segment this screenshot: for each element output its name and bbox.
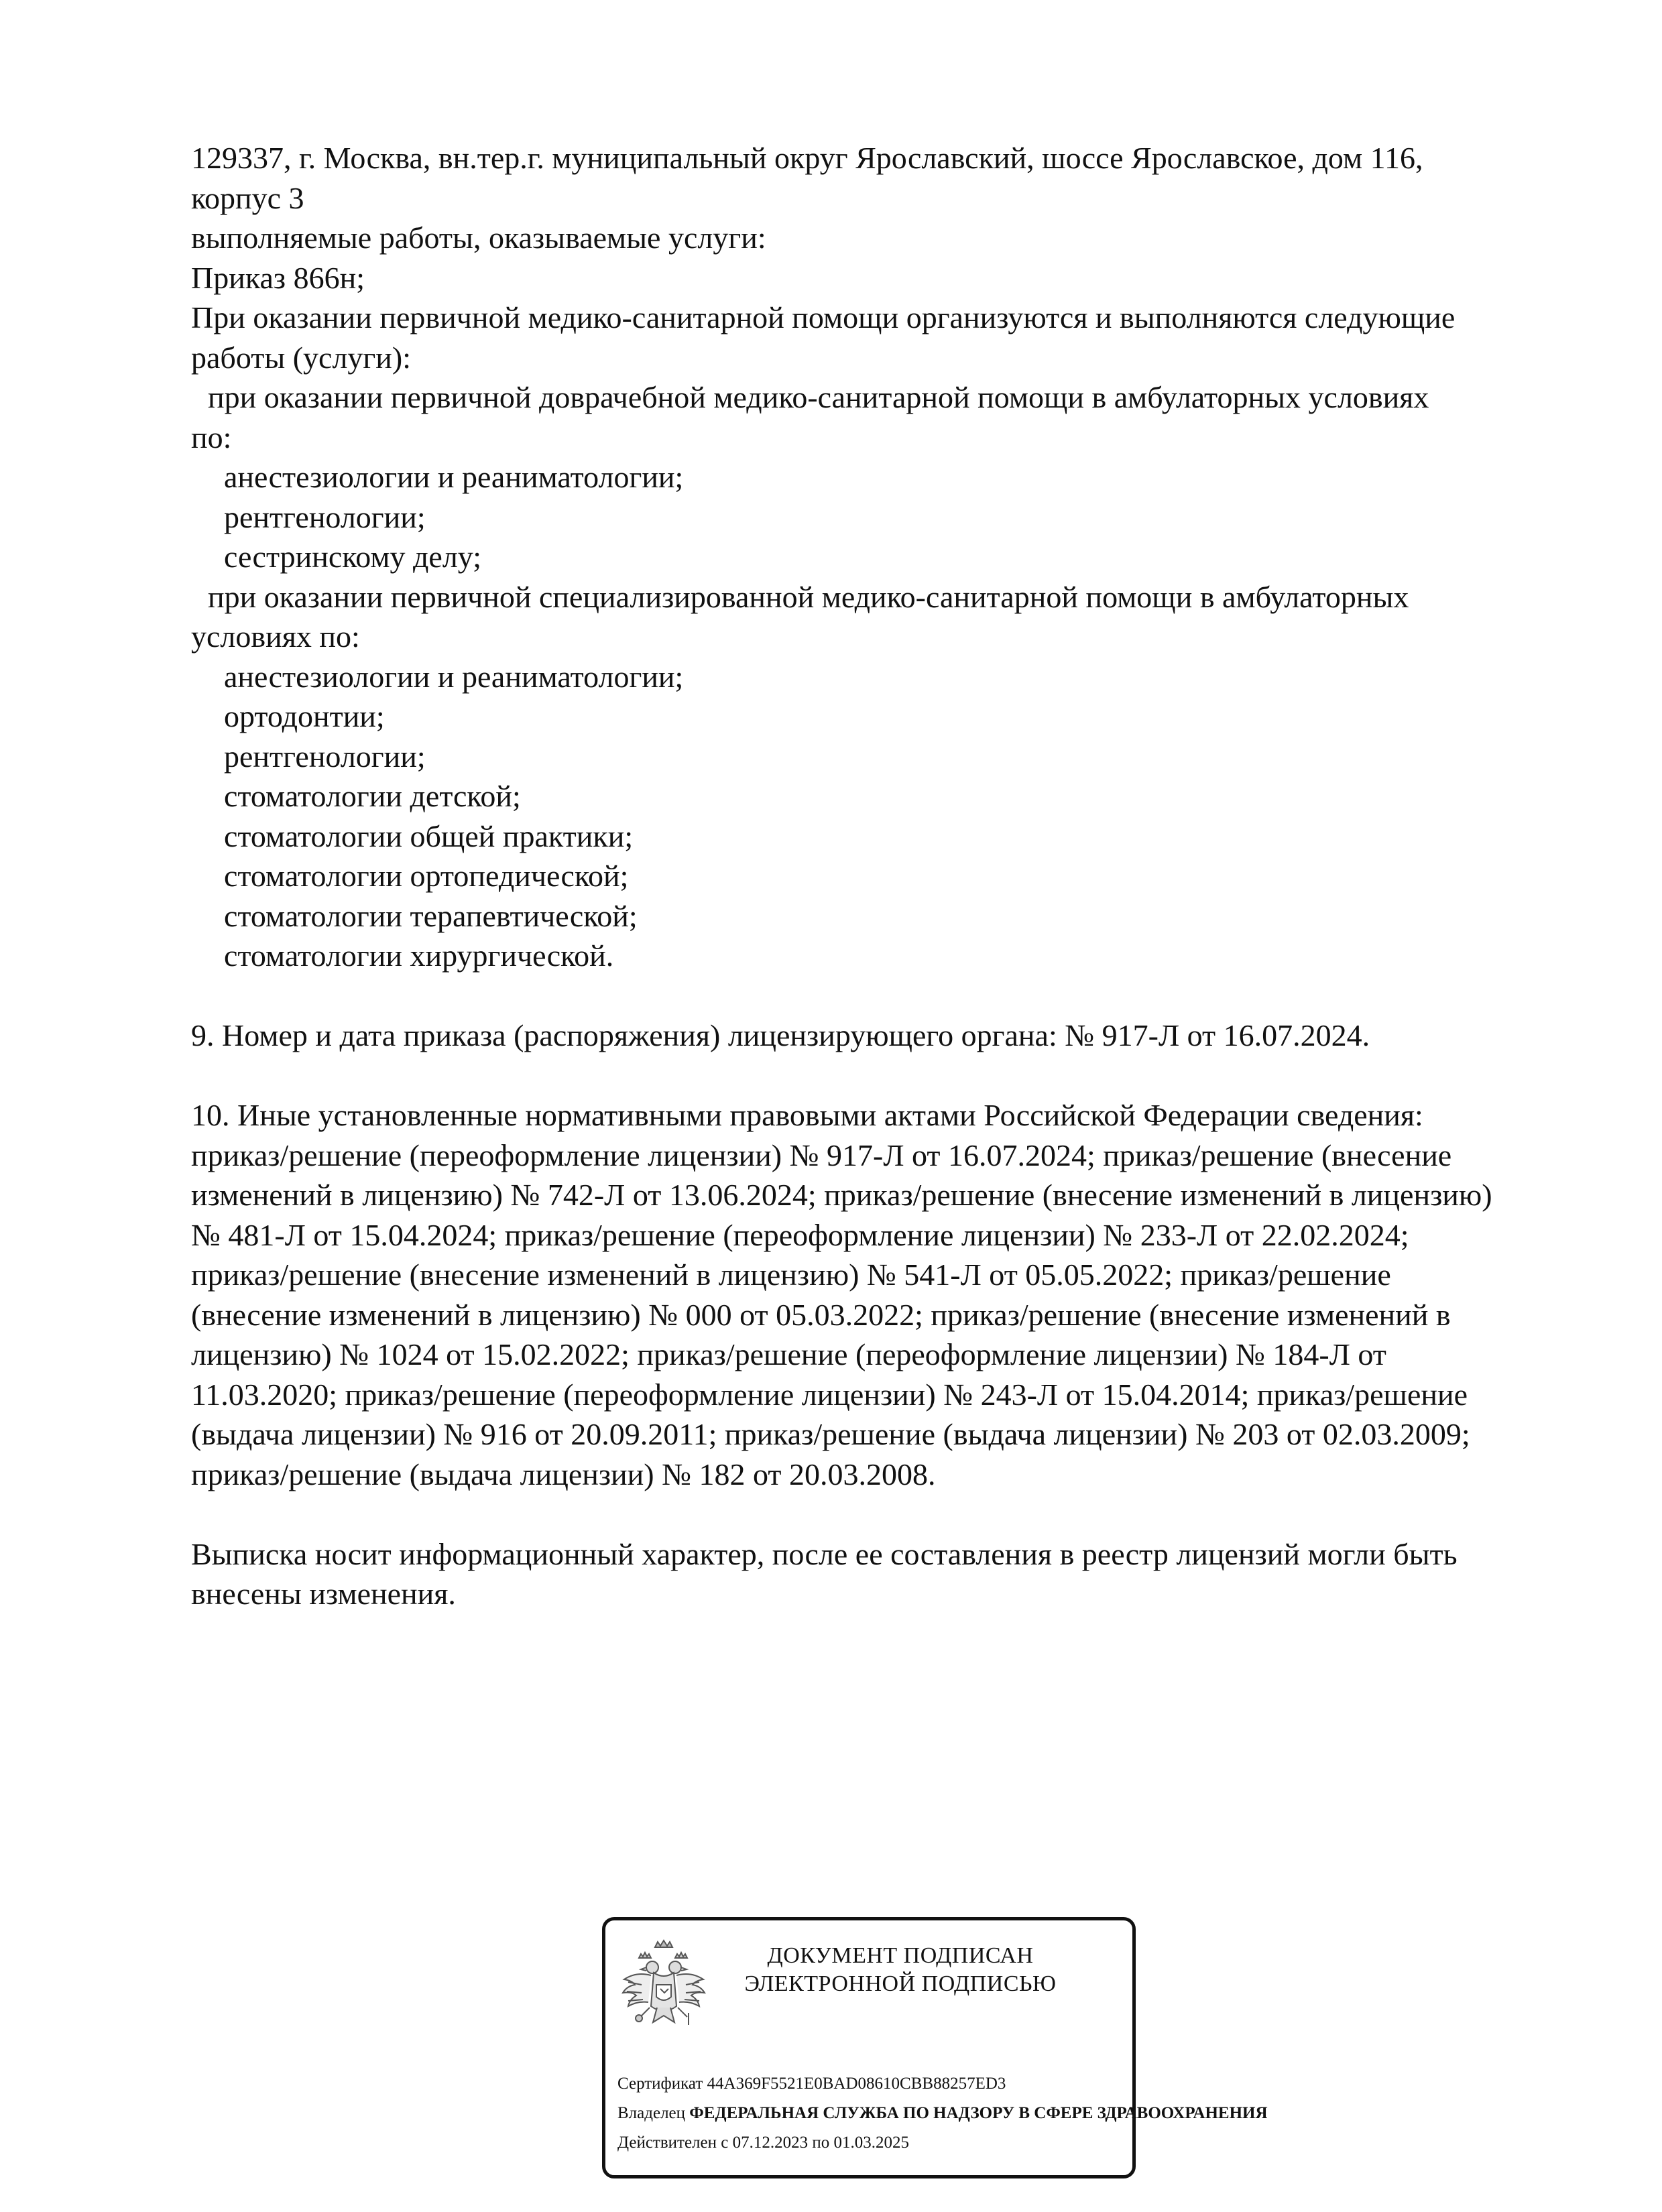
pre-medical-title-line-2: по: bbox=[191, 420, 232, 454]
address-line-1: 129337, г. Москва, вн.тер.г. муниципальный округ Ярославский, шоссе Ярославское, дом 116, bbox=[191, 141, 1423, 175]
list-item: анестезиологии и реаниматологии; bbox=[224, 460, 684, 494]
list-item: стоматологии ортопедической; bbox=[224, 859, 629, 893]
section-10-line: приказ/решение (переоформление лицензии) № 917-Л от 16.07.2024; приказ/решение (внесение bbox=[191, 1138, 1452, 1172]
stamp-title bbox=[713, 1942, 1088, 1998]
section-10-line: приказ/решение (внесение изменений в лицензию) № 541-Л от 05.05.2022; приказ/решение bbox=[191, 1257, 1391, 1292]
stamp-details bbox=[617, 2069, 1268, 2158]
list-item: стоматологии детской; bbox=[224, 779, 521, 813]
order-reference: Приказ 866н; bbox=[191, 260, 365, 295]
works-intro-line-1: При оказании первичной медико-санитарной помощи организуются и выполняются следующие bbox=[191, 300, 1456, 334]
section-10-other-info bbox=[191, 1095, 1565, 1494]
russian-coat-of-arms-icon bbox=[620, 1938, 707, 2038]
list-item: стоматологии общей практики; bbox=[224, 818, 634, 853]
section-10-line: (внесение изменений в лицензию) № 000 от 05.03.2022; приказ/решение (внесение изменений в bbox=[191, 1297, 1451, 1332]
list-item: стоматологии терапевтической; bbox=[224, 898, 638, 933]
list-item: стоматологии хирургической. bbox=[224, 938, 614, 973]
electronic-signature-stamp bbox=[602, 1917, 1268, 2178]
section-10-line: изменений в лицензию) № 742-Л от 13.06.2024; приказ/решение (внесение изменений в лицензию) bbox=[191, 1178, 1492, 1212]
list-item: рентгенологии; bbox=[224, 499, 426, 534]
specialized-title-line-1: при оказании первичной специализированной медико-санитарной помощи в амбулаторных bbox=[208, 579, 1409, 614]
address-line-2: корпус 3 bbox=[191, 180, 304, 215]
stamp-title-line-2: ЭЛЕКТРОННОЙ ПОДПИСЬЮ bbox=[744, 1971, 1057, 1996]
specialized-title-line-2: условиях по: bbox=[191, 619, 360, 654]
section-10-line: № 481-Л от 15.04.2024; приказ/решение (переоформление лицензии) № 233-Л от 22.02.2024; bbox=[191, 1217, 1409, 1252]
disclaimer-line-1: Выписка носит информационный характер, после ее составления в реестр лицензий могли быть bbox=[191, 1536, 1458, 1571]
disclaimer-line-2: внесены изменения. bbox=[191, 1577, 456, 1611]
section-10-line: лицензию) № 1024 от 15.02.2022; приказ/решение (переоформление лицензии) № 184-Л от bbox=[191, 1337, 1386, 1371]
section-10-line: (выдача лицензии) № 916 от 20.09.2011; приказ/решение (выдача лицензии) № 203 от 02.03.2009; bbox=[191, 1417, 1470, 1451]
list-item: ортодонтии; bbox=[224, 699, 385, 733]
pre-medical-title-line-1: при оказании первичной доврачебной медико-санитарной помощи в амбулаторных условиях bbox=[208, 380, 1429, 414]
works-intro-line-2: работы (услуги): bbox=[191, 340, 411, 375]
section-10-line: приказ/решение (выдача лицензии) № 182 от 20.03.2008. bbox=[191, 1457, 936, 1491]
section-9-order-number: 9. Номер и дата приказа (распоряжения) лицензирующего органа: № 917-Л от 16.07.2024. bbox=[191, 1018, 1370, 1052]
paragraph-spacer bbox=[191, 976, 1565, 1016]
paragraph-spacer bbox=[191, 1056, 1565, 1096]
section-10-line: 11.03.2020; приказ/решение (переоформление лицензии) № 243-Л от 15.04.2014; приказ/решение bbox=[191, 1377, 1468, 1412]
certificate-label: Сертификат bbox=[617, 2075, 703, 2093]
owner-value: ФЕДЕРАЛЬНАЯ СЛУЖБА ПО НАДЗОРУ В СФЕРЕ ЗДРАВООХРАНЕНИЯ bbox=[689, 2104, 1268, 2122]
owner-row bbox=[617, 2099, 1268, 2128]
list-item: рентгенологии; bbox=[224, 739, 426, 774]
validity-row: Действителен с 07.12.2023 по 01.03.2025 bbox=[617, 2134, 909, 2152]
certificate-value: 44A369F5521E0BAD08610CBB88257ED3 bbox=[707, 2075, 1006, 2093]
certificate-row bbox=[617, 2069, 1221, 2099]
document-body bbox=[191, 138, 1565, 1614]
section-10-line: 10. Иные установленные нормативными правовыми актами Российской Федерации сведения: bbox=[191, 1098, 1423, 1132]
stamp-title-line-1: ДОКУМЕНТ ПОДПИСАН bbox=[767, 1943, 1034, 1968]
paragraph-spacer bbox=[191, 1494, 1565, 1534]
list-item: анестезиологии и реаниматологии; bbox=[224, 659, 684, 694]
list-item: сестринскому делу; bbox=[224, 540, 481, 574]
owner-label: Владелец bbox=[617, 2104, 686, 2122]
works-heading: выполняемые работы, оказываемые услуги: bbox=[191, 221, 766, 255]
